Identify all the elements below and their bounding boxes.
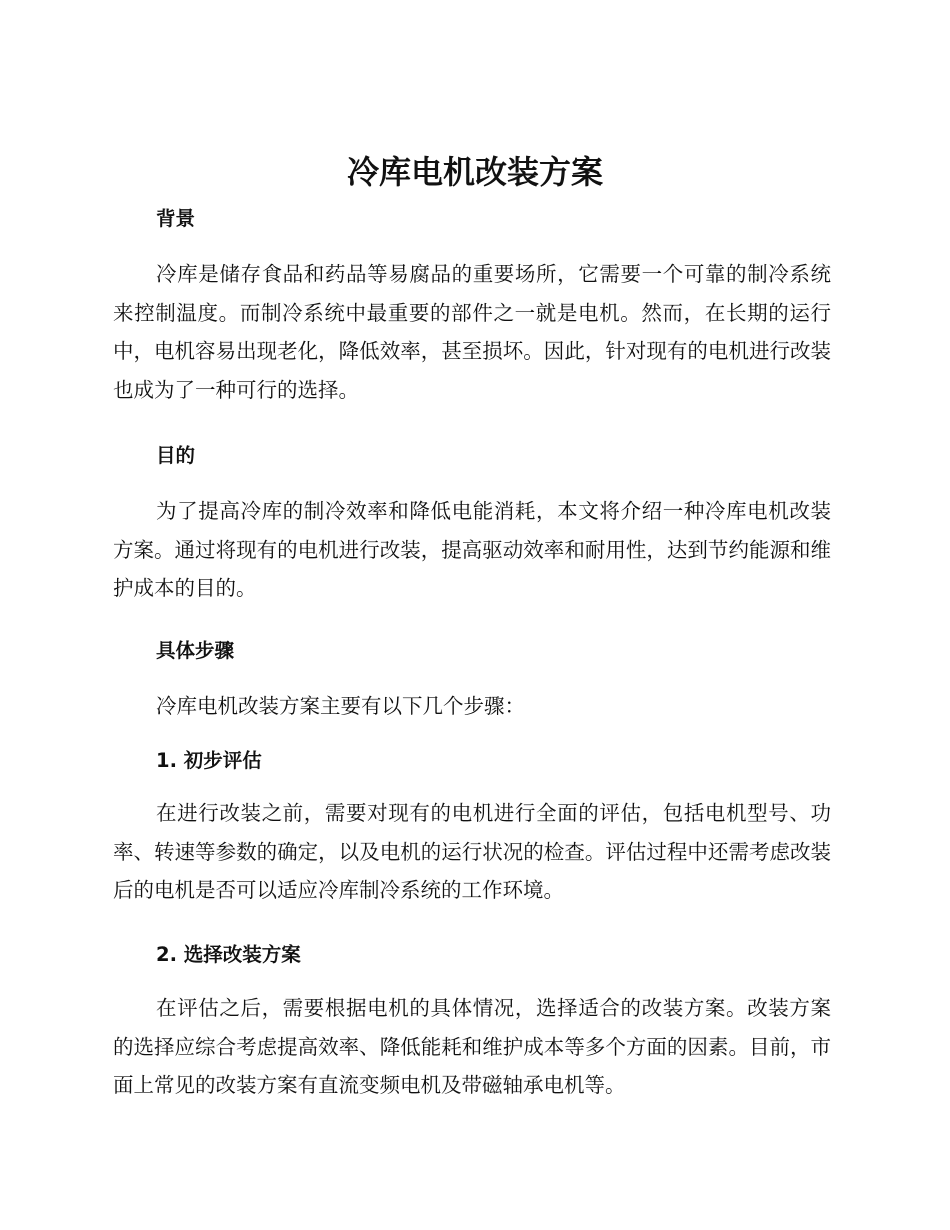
paragraph-step-2: 在评估之后，需要根据电机的具体情况，选择适合的改装方案。改装方案的选择应综合考虑提高效率、降低能耗和维护成本等多个方面的因素。目前，市面上常见的改装方案有直流变频电机及带磁轴承电机等。 xyxy=(113,996,831,1097)
section-heading-background: 背景 xyxy=(156,207,196,230)
paragraph-steps-intro: 冷库电机改装方案主要有以下几个步骤： xyxy=(156,694,525,718)
section-heading-steps: 具体步骤 xyxy=(156,639,235,662)
section-heading-step-2: 2. 选择改装方案 xyxy=(156,943,301,966)
paragraph-background: 冷库是储存食品和药品等易腐品的重要场所，它需要一个可靠的制冷系统来控制温度。而制冷系统中最重要的部件之一就是电机。然而，在长期的运行中，电机容易出现老化，降低效率，甚至损坏。因此，针对现有的电机进行改装也成为了一种可行的选择。 xyxy=(113,262,831,402)
paragraph-purpose: 为了提高冷库的制冷效率和降低电能消耗，本文将介绍一种冷库电机改装方案。通过将现有的电机进行改装，提高驱动效率和耐用性，达到节约能源和维护成本的目的。 xyxy=(113,499,831,600)
section-heading-purpose: 目的 xyxy=(156,444,196,467)
section-heading-step-1: 1. 初步评估 xyxy=(156,749,262,772)
document-title: 冷库电机改装方案 xyxy=(346,153,603,191)
paragraph-step-1: 在进行改装之前，需要对现有的电机进行全面的评估，包括电机型号、功率、转速等参数的确定，以及电机的运行状况的检查。评估过程中还需考虑改装后的电机是否可以适应冷库制冷系统的工作环境。 xyxy=(113,801,831,902)
